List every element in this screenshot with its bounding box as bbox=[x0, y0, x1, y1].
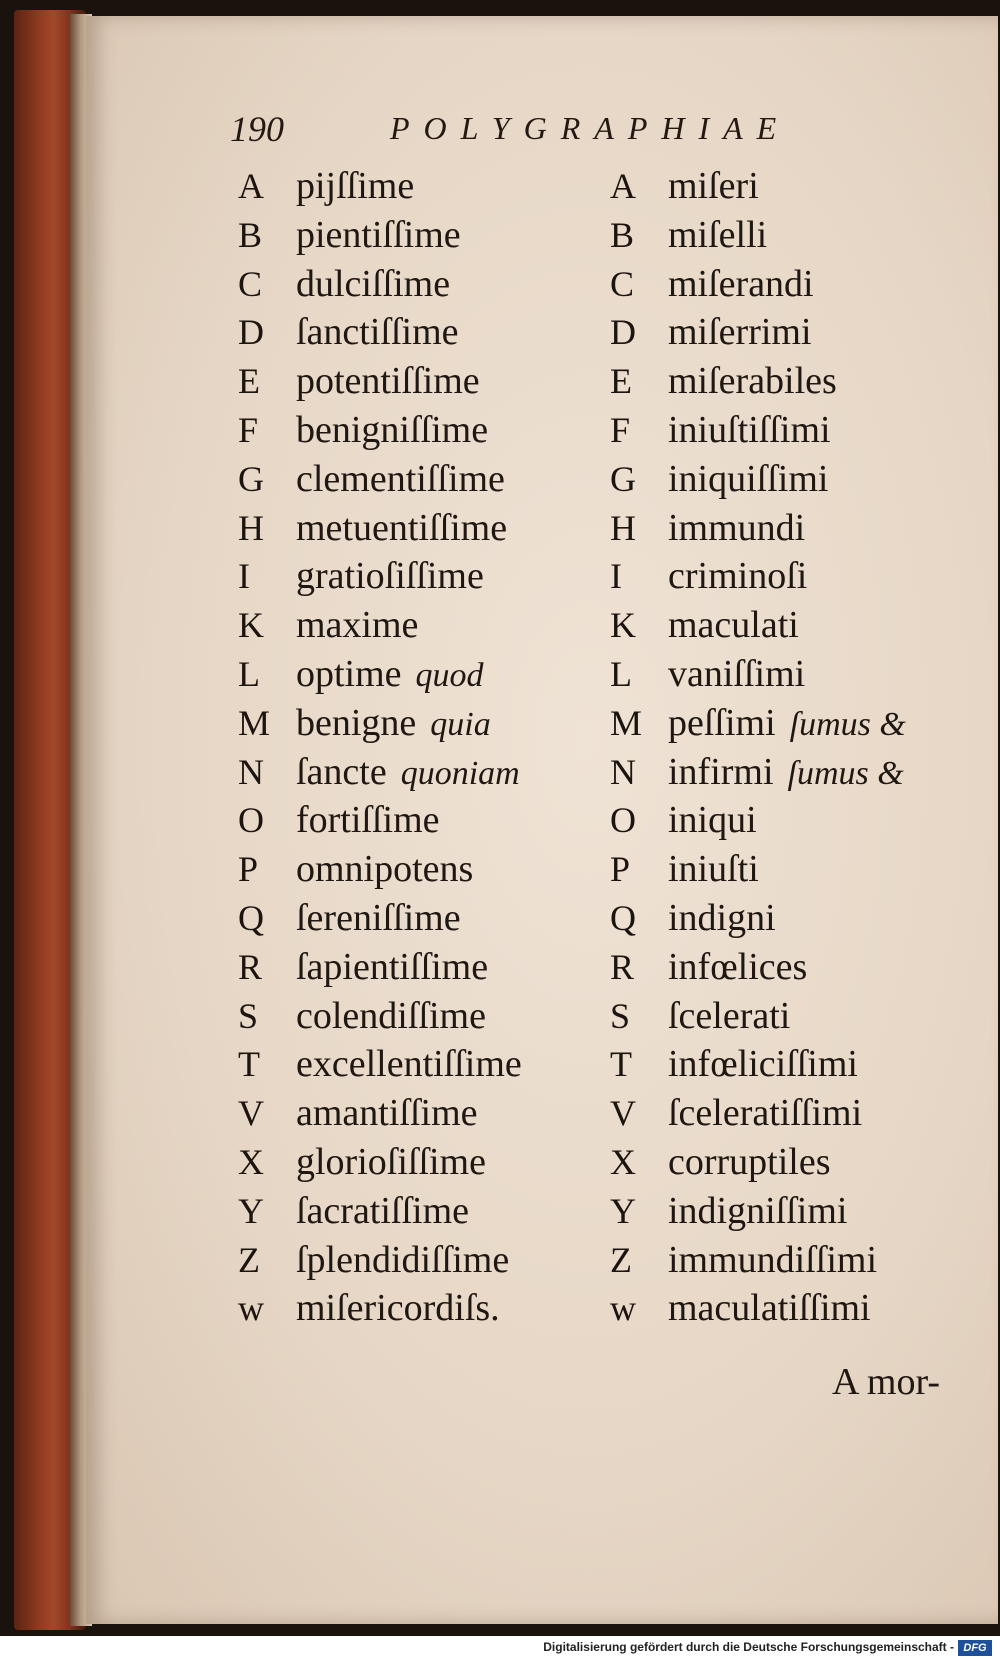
cipher-letter: F bbox=[238, 409, 259, 450]
cipher-letter: H bbox=[610, 507, 636, 548]
cipher-word: criminoſi bbox=[668, 555, 808, 598]
right-column bbox=[610, 162, 980, 1333]
cipher-row bbox=[610, 943, 980, 992]
cipher-word: fortiſſime bbox=[296, 799, 440, 842]
cipher-row bbox=[238, 748, 598, 797]
cipher-row bbox=[238, 357, 598, 406]
cipher-word: ſereniſſime bbox=[296, 896, 461, 939]
cipher-letter: L bbox=[610, 653, 632, 694]
cipher-word: iniuſtiſſimi bbox=[668, 408, 831, 451]
cipher-letter: Q bbox=[238, 897, 264, 938]
left-column bbox=[238, 162, 598, 1333]
cipher-row bbox=[610, 1187, 980, 1236]
cipher-row bbox=[238, 260, 598, 309]
cipher-word: iniquiſſimi bbox=[668, 457, 829, 500]
cipher-row bbox=[610, 796, 980, 845]
cipher-letter: Y bbox=[238, 1190, 264, 1231]
cipher-letter: M bbox=[238, 702, 271, 743]
cipher-row bbox=[238, 650, 598, 699]
cipher-letter: N bbox=[238, 751, 264, 792]
cipher-letter: R bbox=[238, 946, 263, 987]
cipher-word: pijſſime bbox=[296, 165, 415, 207]
cipher-row bbox=[238, 1187, 598, 1236]
cipher-row bbox=[238, 162, 598, 211]
conjunction: quia bbox=[430, 705, 491, 743]
cipher-word: peſſimi bbox=[668, 701, 776, 744]
cipher-letter: Z bbox=[238, 1239, 260, 1280]
cipher-letter: w bbox=[238, 1288, 264, 1329]
cipher-word: iniuſti bbox=[668, 848, 759, 891]
cipher-letter: V bbox=[238, 1093, 264, 1134]
cipher-word: clementiſſime bbox=[296, 457, 505, 500]
cipher-word: miſerabiles bbox=[668, 360, 837, 403]
cipher-word: miſerandi bbox=[668, 262, 814, 305]
cipher-word: metuentiſſime bbox=[296, 506, 508, 549]
cipher-word: colendiſſime bbox=[296, 994, 486, 1037]
cipher-letter: C bbox=[238, 263, 263, 304]
cipher-row bbox=[238, 845, 598, 894]
cipher-word: maculatiſſimi bbox=[668, 1287, 871, 1330]
cipher-letter: B bbox=[238, 214, 263, 255]
cipher-letter: L bbox=[238, 653, 260, 694]
cipher-row bbox=[238, 601, 598, 650]
cipher-letter: A bbox=[610, 166, 636, 206]
conjunction: ſumus & bbox=[787, 754, 904, 792]
cipher-word: infœlices bbox=[668, 945, 808, 988]
cipher-letter: P bbox=[610, 849, 631, 890]
cipher-letter: K bbox=[610, 605, 636, 646]
cipher-row bbox=[238, 992, 598, 1041]
cipher-row bbox=[610, 1138, 980, 1187]
cipher-row bbox=[610, 504, 980, 553]
cipher-row bbox=[610, 211, 980, 260]
cipher-row bbox=[238, 943, 598, 992]
cipher-word: benigniſſime bbox=[296, 408, 489, 451]
cipher-word: immundiſſimi bbox=[668, 1238, 878, 1281]
cipher-word: excellentiſſime bbox=[296, 1043, 522, 1086]
cipher-word: optime bbox=[296, 652, 402, 695]
cipher-row bbox=[238, 1089, 598, 1138]
cipher-word: indigniſſimi bbox=[668, 1189, 848, 1232]
catchword: A mor- bbox=[832, 1361, 940, 1403]
cipher-letter: O bbox=[238, 800, 264, 841]
cipher-letter: E bbox=[238, 361, 260, 402]
cipher-row bbox=[610, 650, 980, 699]
cipher-row bbox=[610, 162, 980, 211]
cipher-letter: D bbox=[610, 312, 636, 353]
cipher-row bbox=[610, 455, 980, 504]
cipher-word: potentiſſime bbox=[296, 360, 480, 403]
cipher-word: ſceleratiſſimi bbox=[668, 1092, 863, 1135]
cipher-row bbox=[610, 260, 980, 309]
cipher-letter: M bbox=[610, 702, 643, 743]
cipher-word: miſericordiſs. bbox=[296, 1287, 500, 1330]
cipher-letter: B bbox=[610, 214, 635, 255]
cipher-word: ſplendidiſſime bbox=[296, 1238, 510, 1281]
cipher-row bbox=[238, 504, 598, 553]
cipher-letter: Y bbox=[610, 1190, 636, 1231]
cipher-row bbox=[610, 894, 980, 943]
cipher-word: miſeri bbox=[668, 165, 759, 207]
cipher-letter: R bbox=[610, 946, 635, 987]
cipher-letter: w bbox=[610, 1288, 636, 1329]
cipher-word: infœliciſſimi bbox=[668, 1043, 858, 1086]
running-title: POLYGRAPHIAE bbox=[390, 110, 791, 146]
page-number: 190 bbox=[230, 109, 284, 149]
cipher-letter: S bbox=[238, 995, 259, 1036]
cipher-word: miſelli bbox=[668, 213, 768, 256]
cipher-letter: I bbox=[610, 556, 622, 597]
footer-credit: Digitalisierung gefördert durch die Deutsche Forschungsgemeinschaft - bbox=[543, 1640, 954, 1654]
cipher-row bbox=[238, 308, 598, 357]
cipher-row bbox=[610, 1040, 980, 1089]
cipher-row bbox=[610, 308, 980, 357]
cipher-row bbox=[610, 406, 980, 455]
cipher-row bbox=[238, 211, 598, 260]
conjunction: ſumus & bbox=[789, 705, 906, 743]
cipher-row bbox=[238, 894, 598, 943]
cipher-word: ſapientiſſime bbox=[296, 945, 489, 988]
cipher-row bbox=[238, 1040, 598, 1089]
cipher-row bbox=[238, 552, 598, 601]
cipher-word: glorioſiſſime bbox=[296, 1140, 486, 1183]
cipher-word: vaniſſimi bbox=[668, 652, 806, 695]
cipher-word: ſacratiſſime bbox=[296, 1189, 470, 1232]
cipher-row bbox=[238, 1138, 598, 1187]
cipher-letter: Z bbox=[610, 1239, 632, 1280]
cipher-row bbox=[610, 699, 980, 748]
cipher-letter: F bbox=[610, 409, 631, 450]
cipher-letter: V bbox=[610, 1093, 636, 1134]
cipher-word: ſancte bbox=[296, 750, 387, 793]
cipher-letter: K bbox=[238, 605, 264, 646]
cipher-letter: I bbox=[238, 556, 250, 597]
cipher-word: iniqui bbox=[668, 799, 757, 842]
cipher-word: amantiſſime bbox=[296, 1092, 478, 1135]
cipher-word: indigni bbox=[668, 896, 776, 939]
cipher-letter: Q bbox=[610, 897, 636, 938]
cipher-word: gratioſiſſime bbox=[296, 555, 484, 598]
cipher-row bbox=[238, 1284, 598, 1333]
cipher-letter: G bbox=[610, 458, 636, 499]
cipher-row bbox=[238, 406, 598, 455]
cipher-row bbox=[610, 992, 980, 1041]
cipher-word: maculati bbox=[668, 604, 799, 647]
cipher-letter: T bbox=[238, 1044, 260, 1085]
cipher-word: omnipotens bbox=[296, 848, 474, 891]
cipher-letter: S bbox=[610, 995, 631, 1036]
cipher-row bbox=[610, 357, 980, 406]
conjunction: quod bbox=[415, 656, 484, 694]
cipher-row bbox=[610, 845, 980, 894]
cipher-row bbox=[610, 1236, 980, 1285]
cipher-letter: D bbox=[238, 312, 264, 353]
cipher-letter: X bbox=[238, 1141, 264, 1182]
cipher-letter: C bbox=[610, 263, 635, 304]
cipher-row bbox=[238, 699, 598, 748]
cipher-row bbox=[238, 796, 598, 845]
conjunction: quoniam bbox=[400, 754, 520, 792]
cipher-word: ſcelerati bbox=[668, 994, 791, 1037]
cipher-word: corruptiles bbox=[668, 1140, 831, 1183]
cipher-letter: X bbox=[610, 1141, 636, 1182]
cipher-letter: G bbox=[238, 458, 264, 499]
cipher-row bbox=[238, 1236, 598, 1285]
cipher-word: ſanctiſſime bbox=[296, 311, 459, 354]
dfg-logo: DFG bbox=[958, 1640, 992, 1656]
cipher-row bbox=[610, 601, 980, 650]
cipher-word: miſerrimi bbox=[668, 311, 812, 354]
cipher-letter: N bbox=[610, 751, 636, 792]
cipher-word: maxime bbox=[296, 604, 419, 647]
cipher-row bbox=[610, 748, 980, 797]
cipher-word: immundi bbox=[668, 506, 806, 549]
cipher-word: pientiſſime bbox=[296, 213, 461, 256]
cipher-letter: E bbox=[610, 361, 632, 402]
cipher-letter: A bbox=[238, 166, 264, 206]
cipher-letter: P bbox=[238, 849, 259, 890]
cipher-letter: O bbox=[610, 800, 636, 841]
cipher-row bbox=[238, 455, 598, 504]
cipher-word: infirmi bbox=[668, 750, 774, 793]
cipher-word: benigne bbox=[296, 701, 417, 744]
cipher-word: dulciſſime bbox=[296, 262, 451, 305]
page-header bbox=[230, 108, 830, 158]
cipher-letter: H bbox=[238, 507, 264, 548]
cipher-row bbox=[610, 552, 980, 601]
cipher-letter: T bbox=[610, 1044, 632, 1085]
cipher-row bbox=[610, 1284, 980, 1333]
cipher-row bbox=[610, 1089, 980, 1138]
